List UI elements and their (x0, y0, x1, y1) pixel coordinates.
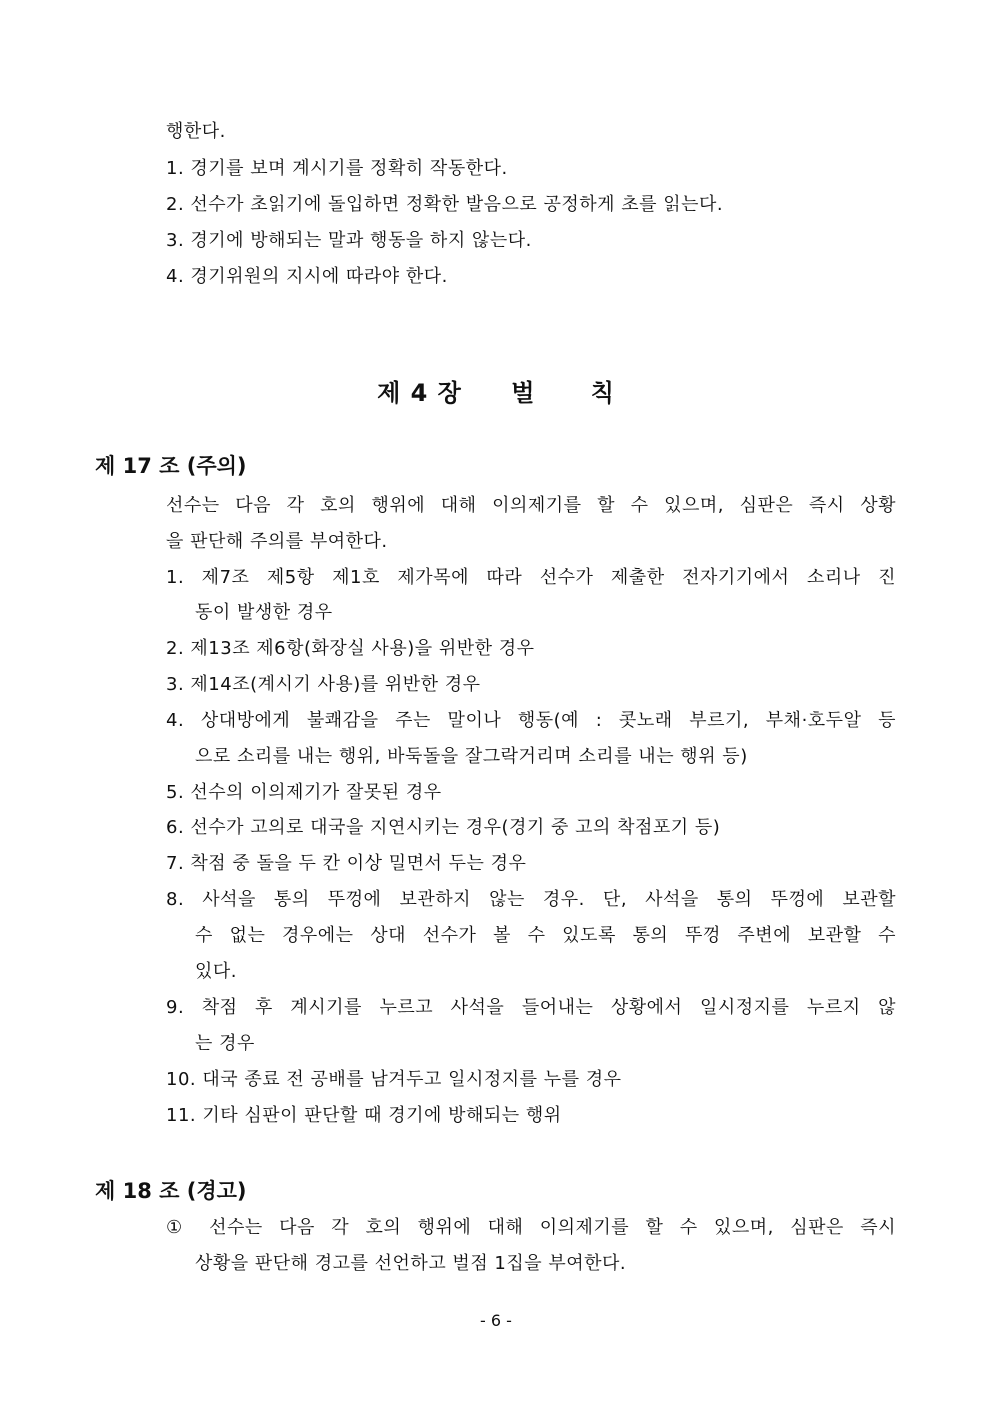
article-17-item-1: 1. 제7조 제5항 제1호 제가목에 따라 선수가 제출한 전자기기에서 소리나 진 (166, 567, 896, 588)
article-17-item-8-end: 있다. (195, 961, 237, 982)
chapter-word-1: 벌 (511, 379, 536, 407)
article-17-item-11: 11. 기타 심판이 판단할 때 경기에 방해되는 행위 (166, 1105, 562, 1126)
intro-item-1: 1. 경기를 보며 계시기를 정확히 작동한다. (166, 158, 508, 179)
article-17-item-5: 5. 선수의 이의제기가 잘못된 경우 (166, 782, 442, 803)
article-17-item-8-cont: 수 없는 경우에는 상대 선수가 볼 수 있도록 통의 뚜껑 주변에 보관할 수 (195, 925, 896, 946)
chapter-title (0, 373, 992, 408)
article-17-item-3: 3. 제14조(계시기 사용)를 위반한 경우 (166, 674, 481, 695)
article-17-item-8: 8. 사석을 통의 뚜껑에 보관하지 않는 경우. 단, 사석을 통의 뚜껑에 보관할 (166, 889, 896, 910)
article-17-heading: 제 17 조 (주의) (95, 454, 247, 478)
article-17-item-9-cont: 는 경우 (195, 1033, 255, 1054)
intro-item-2: 2. 선수가 초읽기에 돌입하면 정확한 발음으로 공정하게 초를 읽는다. (166, 194, 724, 215)
article-18-heading: 제 18 조 (경고) (95, 1179, 247, 1203)
chapter-word-2: 칙 (590, 379, 615, 407)
article-17-paragraph: 선수는 다음 각 호의 행위에 대해 이의제기를 할 수 있으며, 심판은 즉시 상황 (166, 495, 896, 516)
article-17-item-2: 2. 제13조 제6항(화장실 사용)을 위반한 경우 (166, 638, 535, 659)
article-17-item-7: 7. 착점 중 돌을 두 칸 이상 밀면서 두는 경우 (166, 853, 527, 874)
article-17-item-10: 10. 대국 종료 전 공배를 남겨두고 일시정지를 누를 경우 (166, 1069, 622, 1090)
article-17-item-9: 9. 착점 후 계시기를 누르고 사석을 들어내는 상황에서 일시정지를 누르지 않 (166, 997, 896, 1018)
intro-line: 행한다. (166, 121, 226, 142)
page-number: - 6 - (480, 1311, 512, 1330)
intro-item-3: 3. 경기에 방해되는 말과 행동을 하지 않는다. (166, 230, 532, 251)
article-18-paragraph-1: ① 선수는 다음 각 호의 행위에 대해 이의제기를 할 수 있으며, 심판은 즉시 (166, 1217, 896, 1238)
article-17-item-4: 4. 상대방에게 불쾌감을 주는 말이나 행동(예 : 콧노래 부르기, 부채·호두알 등 (166, 710, 896, 731)
article-17-item-4-cont: 으로 소리를 내는 행위, 바둑돌을 잘그락거리며 소리를 내는 행위 등) (195, 746, 748, 767)
article-17-item-6: 6. 선수가 고의로 대국을 지연시키는 경우(경기 중 고의 착점포기 등) (166, 817, 721, 838)
intro-item-4: 4. 경기위원의 지시에 따라야 한다. (166, 266, 448, 287)
chapter-number: 제 4 장 (377, 379, 462, 407)
article-17-paragraph-cont: 을 판단해 주의를 부여한다. (166, 531, 388, 552)
article-17-item-1-cont: 동이 발생한 경우 (195, 602, 333, 623)
article-18-paragraph-1-cont: 상황을 판단해 경고를 선언하고 벌점 1집을 부여한다. (195, 1253, 627, 1274)
